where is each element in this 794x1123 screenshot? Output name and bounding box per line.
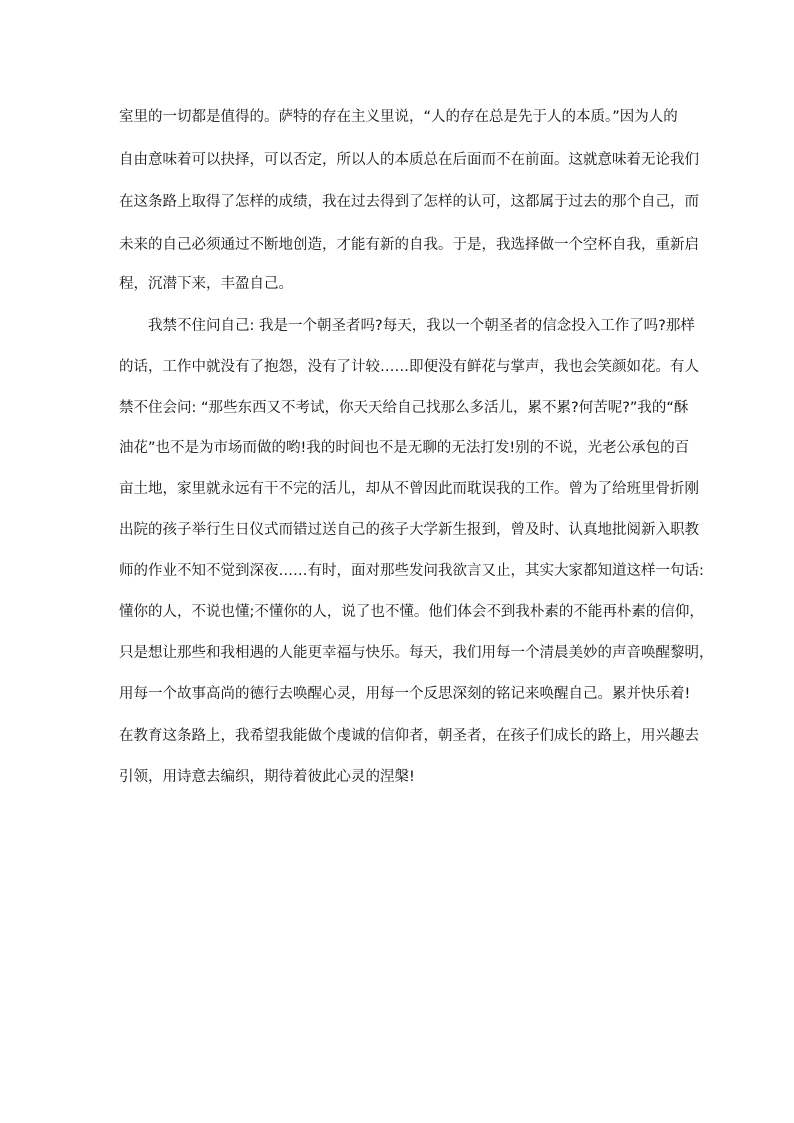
text-line: 油花”也不是为市场而做的哟!我的时间也不是无聊的无法打发!别的不说，光老公承包的百 [119, 440, 690, 456]
text-line: 在教育这条路上，我希望我能做个虔诚的信仰者，朝圣者，在孩子们成长的路上，用兴趣去 [119, 728, 699, 744]
text-line: 禁不住会问: “那些东西又不考试，你天天给自己找那么多活儿，累不累?何苦呢?”我的“酥 [119, 400, 689, 416]
text-line: 出院的孩子举行生日仪式而错过送自己的孩子大学新生报到，曾及时、认真地批阅新入职教 [119, 522, 699, 538]
text-line: 引领，用诗意去编织，期待着彼此心灵的涅槃! [119, 769, 415, 785]
text-line: 师的作业不知不觉到深夜……有时，面对那些发问我欲言又止，其实大家都知道这样一句话: [119, 563, 704, 579]
text-line: 室里的一切都是值得的。萨特的存在主义里说，“人的存在总是先于人的本质。”因为人的 [119, 109, 678, 125]
text-line: 亩土地，家里就永远有干不完的活儿，却从不曾因此而耽误我的工作。曾为了给班里骨折刚 [119, 481, 699, 497]
text-line: 程，沉潜下来，丰盈自己。 [119, 276, 293, 292]
text-line: 在这条路上取得了怎样的成绩，我在过去得到了怎样的认可，这都属于过去的那个自己，而 [119, 194, 699, 210]
text-line: 未来的自己必须通过不断地创造，才能有新的自我。于是，我选择做一个空杯自我，重新启 [119, 237, 699, 253]
text-line: 我禁不住问自己: 我是一个朝圣者吗?每天，我以一个朝圣者的信念投入工作了吗?那样 [148, 318, 695, 334]
text-line: 懂你的人，不说也懂;不懂你的人，说了也不懂。他们体会不到我朴素的不能再朴素的信仰， [119, 604, 704, 620]
text-line: 自由意味着可以抉择，可以否定，所以人的本质总在后面而不在前面。这就意味着无论我们 [119, 152, 699, 168]
text-line: 用每一个故事高尚的德行去唤醒心灵，用每一个反思深刻的铭记来唤醒自己。累并快乐着! [119, 686, 691, 702]
text-line: 只是想让那些和我相遇的人能更幸福与快乐。每天，我们用每一个清晨美妙的声音唤醒黎明， [119, 645, 714, 661]
text-line: 的话，工作中就没有了抱怨，没有了计较……即便没有鲜花与掌声，我也会笑颜如花。有人 [119, 359, 699, 375]
